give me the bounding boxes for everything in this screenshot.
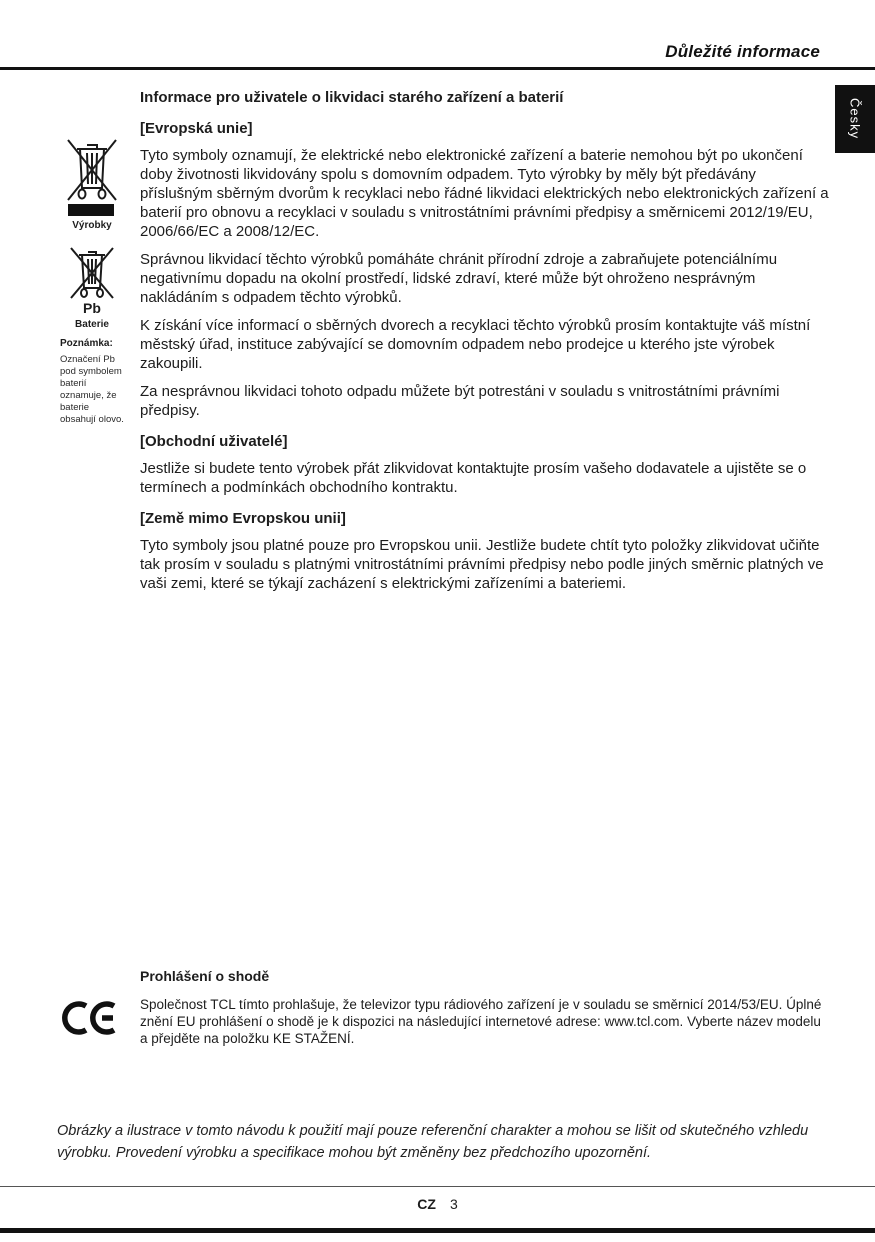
business-users-heading: [Obchodní uživatelé] [140,433,288,450]
conformity-section [140,968,825,1047]
products-label: Výrobky [72,220,112,231]
battery-label: Baterie [75,319,109,330]
non-eu-heading: [Země mimo Evropskou unii] [140,510,346,527]
recycling-section [140,88,830,602]
language-tab-cesky: Česky [835,85,875,153]
recycling-paragraph-4: Za nesprávnou likvidaci tohoto odpadu můžete být potrestáni v souladu s vnitrostátními právními předpisy. [140,383,780,419]
weee-crossed-bin-icon [64,138,120,202]
recycling-title: Informace pro uživatele o likvidaci starého zařízení a baterií [140,89,564,106]
business-users-paragraph: Jestliže si budete tento výrobek přát zlikvidovat kontaktujte prosím vašeho dodavatele a ujistěte se o termínech a podmínkách obchodního kontraktu. [140,460,807,496]
header-divider [0,67,875,70]
bottom-rule [0,1228,875,1233]
recycling-paragraph-3: K získání více informací o sběrných dvorech a recyklaci těchto výrobků prosím kontaktujte váš místní městský úřad, instituce zabývající se domovním odpadem nebo prodejce u kterého jste výrobek zakoupili. [140,317,811,372]
recycling-paragraph-2: Správnou likvidací těchto výrobků pomáháte chránit přírodní zdroje a zabraňujete potenciálnímu negativnímu dopadu na okolní prostředí, lidské zdraví, které může být ohroženo nesprávným nakládáním s odpadem těchto výrobků. [140,251,778,306]
recycling-paragraph-1: Tyto symboly oznamují, že elektrické nebo elektronické zařízení a baterie nemohou být po ukončení doby životnosti likvidovány spolu s domovním odpadem. Tyto výrobky by měly být předávány příslušným sběrným dvorům k recyklaci nebo řádné likvidaci elektrických nebo elektronických zařízení a baterií pro obnovu a recyklaci v souladu s vnitrostátními právními předpisy a směrnicemi 2012/19/EU, 2006/66/EC a 2008/12/EC. [140,147,829,240]
footer-page-number: 3 [449,1196,458,1212]
non-eu-paragraph: Tyto symboly jsou platné pouze pro Evropskou unii. Jestliže budete chtít tyto položky zlikvidovat učiňte tak prosím v souladu s platnými vnitrostátními právními předpisy nebo podle jiných směrnic platných ve vaši zemi, které se týkají zacházení s elektrickými zařízeními a bateriemi. [140,537,824,592]
disclaimer-text: Obrázky a ilustrace v tomto návodu k použití mají pouze referenční charakter a mohou se lišit od skutečného vzhledu výrobku. Provedení výrobku a specifikace mohou být změněny bez předchozího upozornění. [57,1123,809,1161]
pb-label: Pb [83,300,101,316]
page-footer [0,1196,875,1212]
note-text: Označení Pb pod symbolem baterií oznamuje, že baterie obsahují olovo. [60,354,124,425]
page-header-title: Důležité informace [665,42,820,61]
footer-divider [0,1186,875,1187]
weee-product-bar [68,204,114,216]
conformity-heading: Prohlášení o shodě [140,968,270,984]
eu-heading: [Evropská unie] [140,120,253,137]
battery-crossed-bin-icon [68,246,116,300]
conformity-text: Společnost TCL tímto prohlašuje, že televizor typu rádiového zařízení je v souladu se směrnicí 2014/53/EU. Úplné znění EU prohlášení o shodě je k dispozici na následující internetové adrese: www.tcl.com. Vyberte název modelu a přejděte na položku KE STAŽENÍ. [140,997,822,1046]
note-heading: Poznámka: [60,338,113,349]
ce-mark-icon [62,1000,116,1036]
footer-region: CZ [417,1196,436,1212]
